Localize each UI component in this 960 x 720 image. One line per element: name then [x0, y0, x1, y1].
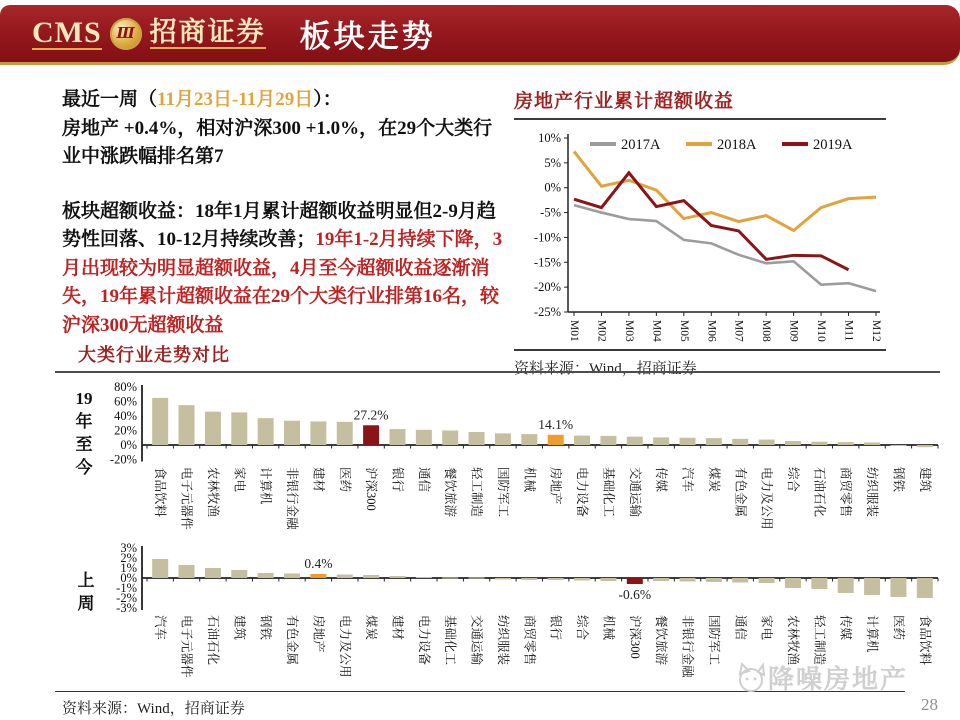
- line-chart-panel: [514, 86, 886, 378]
- svg-text:M09: M09: [787, 320, 800, 342]
- svg-text:食品饮料: 食品饮料: [153, 467, 168, 518]
- svg-text:-25%: -25%: [533, 305, 561, 319]
- svg-text:电子元器件: 电子元器件: [179, 467, 194, 530]
- svg-text:M07: M07: [732, 320, 745, 342]
- svg-text:2019A: 2019A: [813, 137, 853, 153]
- svg-text:沪深300: 沪深300: [364, 467, 379, 511]
- svg-text:0%: 0%: [120, 438, 137, 452]
- intro-excess-black: 板块超额收益：18年1月累计超额收益明显但2-9月趋势性回落、10-12月持续改善；: [62, 200, 496, 250]
- header-banner: [0, 5, 960, 65]
- svg-text:电力及公用: 电力及公用: [759, 467, 774, 530]
- svg-text:M05: M05: [677, 320, 690, 342]
- svg-text:医药: 医药: [337, 467, 352, 493]
- svg-text:40%: 40%: [114, 409, 137, 423]
- watermark: [732, 659, 908, 696]
- footer-source: 资料来源：Wind，招商证券: [62, 701, 245, 717]
- svg-text:0%: 0%: [120, 571, 137, 585]
- svg-text:国防军工: 国防军工: [706, 615, 721, 666]
- svg-text:3%: 3%: [120, 541, 137, 555]
- svg-text:建材: 建材: [311, 467, 326, 493]
- svg-text:0%: 0%: [544, 180, 561, 195]
- svg-text:电力设备: 电力设备: [416, 615, 431, 666]
- svg-text:基础化工: 基础化工: [443, 615, 458, 666]
- intro-paragraph-excess: [62, 198, 510, 341]
- svg-text:餐饮旅游: 餐饮旅游: [654, 615, 669, 666]
- cms-logo-text: CMS: [32, 15, 102, 49]
- svg-text:综合: 综合: [785, 467, 800, 493]
- watermark-text: 降噪房地产: [767, 665, 908, 694]
- svg-text:煤炭: 煤炭: [706, 467, 721, 493]
- svg-text:石油石化: 石油石化: [812, 467, 827, 518]
- svg-text:建材: 建材: [390, 615, 405, 641]
- svg-text:传媒: 传媒: [654, 467, 669, 493]
- svg-text:纺织服装: 纺织服装: [495, 615, 510, 666]
- svg-text:轻工制造: 轻工制造: [469, 467, 484, 518]
- svg-text:家电: 家电: [232, 467, 247, 493]
- svg-text:房地产: 房地产: [548, 467, 563, 505]
- svg-text:M04: M04: [650, 320, 663, 342]
- svg-text:机械: 机械: [522, 467, 537, 493]
- svg-text:商贸零售: 商贸零售: [838, 467, 853, 518]
- svg-text:-0.6%: -0.6%: [618, 587, 652, 602]
- bar-chart-week-row-label: 上周: [77, 571, 95, 613]
- svg-text:M06: M06: [705, 320, 718, 342]
- svg-text:食品饮料: 食品饮料: [917, 615, 932, 666]
- industry-ytd-bar-chart: [95, 377, 947, 539]
- svg-text:沪深300: 沪深300: [627, 615, 642, 659]
- svg-text:商贸零售: 商贸零售: [522, 615, 537, 666]
- bar-section-divider: [55, 371, 940, 373]
- svg-text:通信: 通信: [733, 615, 748, 641]
- intro-week-body: 房地产 +0.4%，相对沪深300 +1.0%，在29个大类行业中涨跌幅排名第7: [62, 117, 493, 167]
- intro-week-dates: 11月23日-11月29日: [157, 89, 314, 110]
- bar-section-title: 大类行业走势对比: [78, 345, 230, 365]
- svg-text:2018A: 2018A: [717, 137, 757, 153]
- svg-text:建筑: 建筑: [232, 615, 247, 641]
- page-title: 板块走势: [299, 19, 436, 54]
- svg-text:电子元器件: 电子元器件: [179, 615, 194, 678]
- svg-text:综合: 综合: [575, 615, 590, 641]
- watermark-cat-icon: [732, 662, 768, 694]
- svg-text:-1%: -1%: [116, 581, 137, 595]
- bar-chart-ytd-row-label: 19年至今: [75, 389, 93, 477]
- intro-excess-red: 19年1-2月持续下降，3月出现较为明显超额收益，4月至今超额收益逐渐消失，19年累计超额收益在29个大类行业排第16名，较沪深300无超额收益: [62, 229, 503, 336]
- svg-text:计算机: 计算机: [258, 467, 273, 505]
- intro-text-block: [62, 86, 510, 366]
- svg-text:1%: 1%: [120, 561, 137, 575]
- svg-text:有色金属: 有色金属: [733, 467, 748, 518]
- svg-text:医药: 医药: [891, 615, 906, 641]
- svg-text:M03: M03: [622, 320, 635, 342]
- svg-text:交通运输: 交通运输: [469, 615, 484, 666]
- svg-text:农林牧渔: 农林牧渔: [785, 615, 800, 666]
- svg-text:钢铁: 钢铁: [258, 615, 273, 641]
- svg-text:机械: 机械: [601, 615, 616, 641]
- line-chart-title: 房地产行业累计超额收益: [514, 86, 886, 120]
- svg-text:-15%: -15%: [533, 255, 561, 270]
- svg-text:银行: 银行: [390, 467, 405, 493]
- svg-text:-3%: -3%: [116, 601, 137, 615]
- svg-text:-20%: -20%: [109, 452, 137, 467]
- svg-text:传媒: 传媒: [838, 615, 853, 641]
- svg-text:非银行金融: 非银行金融: [285, 467, 300, 530]
- svg-text:5%: 5%: [544, 155, 561, 170]
- svg-text:有色金属: 有色金属: [285, 615, 300, 666]
- svg-text:银行: 银行: [548, 615, 563, 641]
- svg-text:2017A: 2017A: [621, 137, 661, 153]
- svg-text:非银行金融: 非银行金融: [680, 615, 695, 678]
- svg-text:80%: 80%: [114, 380, 137, 394]
- svg-text:-20%: -20%: [533, 280, 561, 295]
- cms-logo: [32, 17, 266, 51]
- svg-text:通信: 通信: [416, 467, 431, 493]
- svg-text:餐饮旅游: 餐饮旅游: [443, 467, 458, 518]
- svg-text:轻工制造: 轻工制造: [812, 615, 827, 666]
- svg-text:房地产: 房地产: [311, 615, 326, 653]
- svg-text:家电: 家电: [759, 615, 774, 641]
- svg-text:M10: M10: [815, 320, 828, 342]
- svg-text:计算机: 计算机: [865, 615, 880, 653]
- svg-text:建筑: 建筑: [917, 467, 932, 493]
- svg-text:M12: M12: [870, 320, 882, 342]
- svg-text:14.1%: 14.1%: [538, 416, 574, 432]
- svg-text:汽车: 汽车: [680, 467, 695, 493]
- svg-text:M02: M02: [595, 320, 608, 342]
- svg-text:-5%: -5%: [540, 205, 561, 220]
- svg-text:石油石化: 石油石化: [205, 615, 220, 666]
- svg-text:27.2%: 27.2%: [353, 407, 389, 423]
- svg-text:0.4%: 0.4%: [304, 556, 333, 571]
- intro-week-suffix: ）：: [313, 89, 342, 110]
- svg-text:M01: M01: [568, 320, 580, 342]
- svg-text:汽车: 汽车: [153, 615, 168, 641]
- svg-text:电力设备: 电力设备: [575, 467, 590, 518]
- cms-logo-emblem-icon: Ⅲ: [110, 18, 142, 50]
- svg-text:-2%: -2%: [116, 591, 137, 605]
- svg-text:钢铁: 钢铁: [891, 467, 906, 493]
- svg-text:20%: 20%: [114, 423, 137, 438]
- intro-week-prefix: 最近一周（: [62, 89, 158, 110]
- svg-text:煤炭: 煤炭: [364, 615, 379, 641]
- svg-text:电力及公用: 电力及公用: [337, 615, 352, 678]
- svg-text:M11: M11: [842, 320, 855, 342]
- svg-text:交通运输: 交通运输: [627, 467, 642, 518]
- svg-text:60%: 60%: [114, 394, 137, 409]
- svg-text:纺织服装: 纺织服装: [865, 467, 880, 518]
- cms-logo-name: 招商证券: [150, 18, 266, 50]
- svg-text:10%: 10%: [538, 131, 561, 145]
- svg-text:国防军工: 国防军工: [495, 467, 510, 518]
- line-chart-source: 资料来源：Wind，招商证券: [514, 349, 886, 378]
- svg-text:2%: 2%: [120, 551, 137, 565]
- excess-return-line-chart: [514, 124, 886, 347]
- svg-text:基础化工: 基础化工: [601, 467, 616, 518]
- svg-text:农林牧渔: 农林牧渔: [205, 467, 220, 518]
- svg-text:-10%: -10%: [533, 230, 561, 245]
- svg-text:M08: M08: [760, 320, 773, 342]
- page-number: 28: [921, 695, 938, 714]
- intro-paragraph-week: [62, 86, 510, 172]
